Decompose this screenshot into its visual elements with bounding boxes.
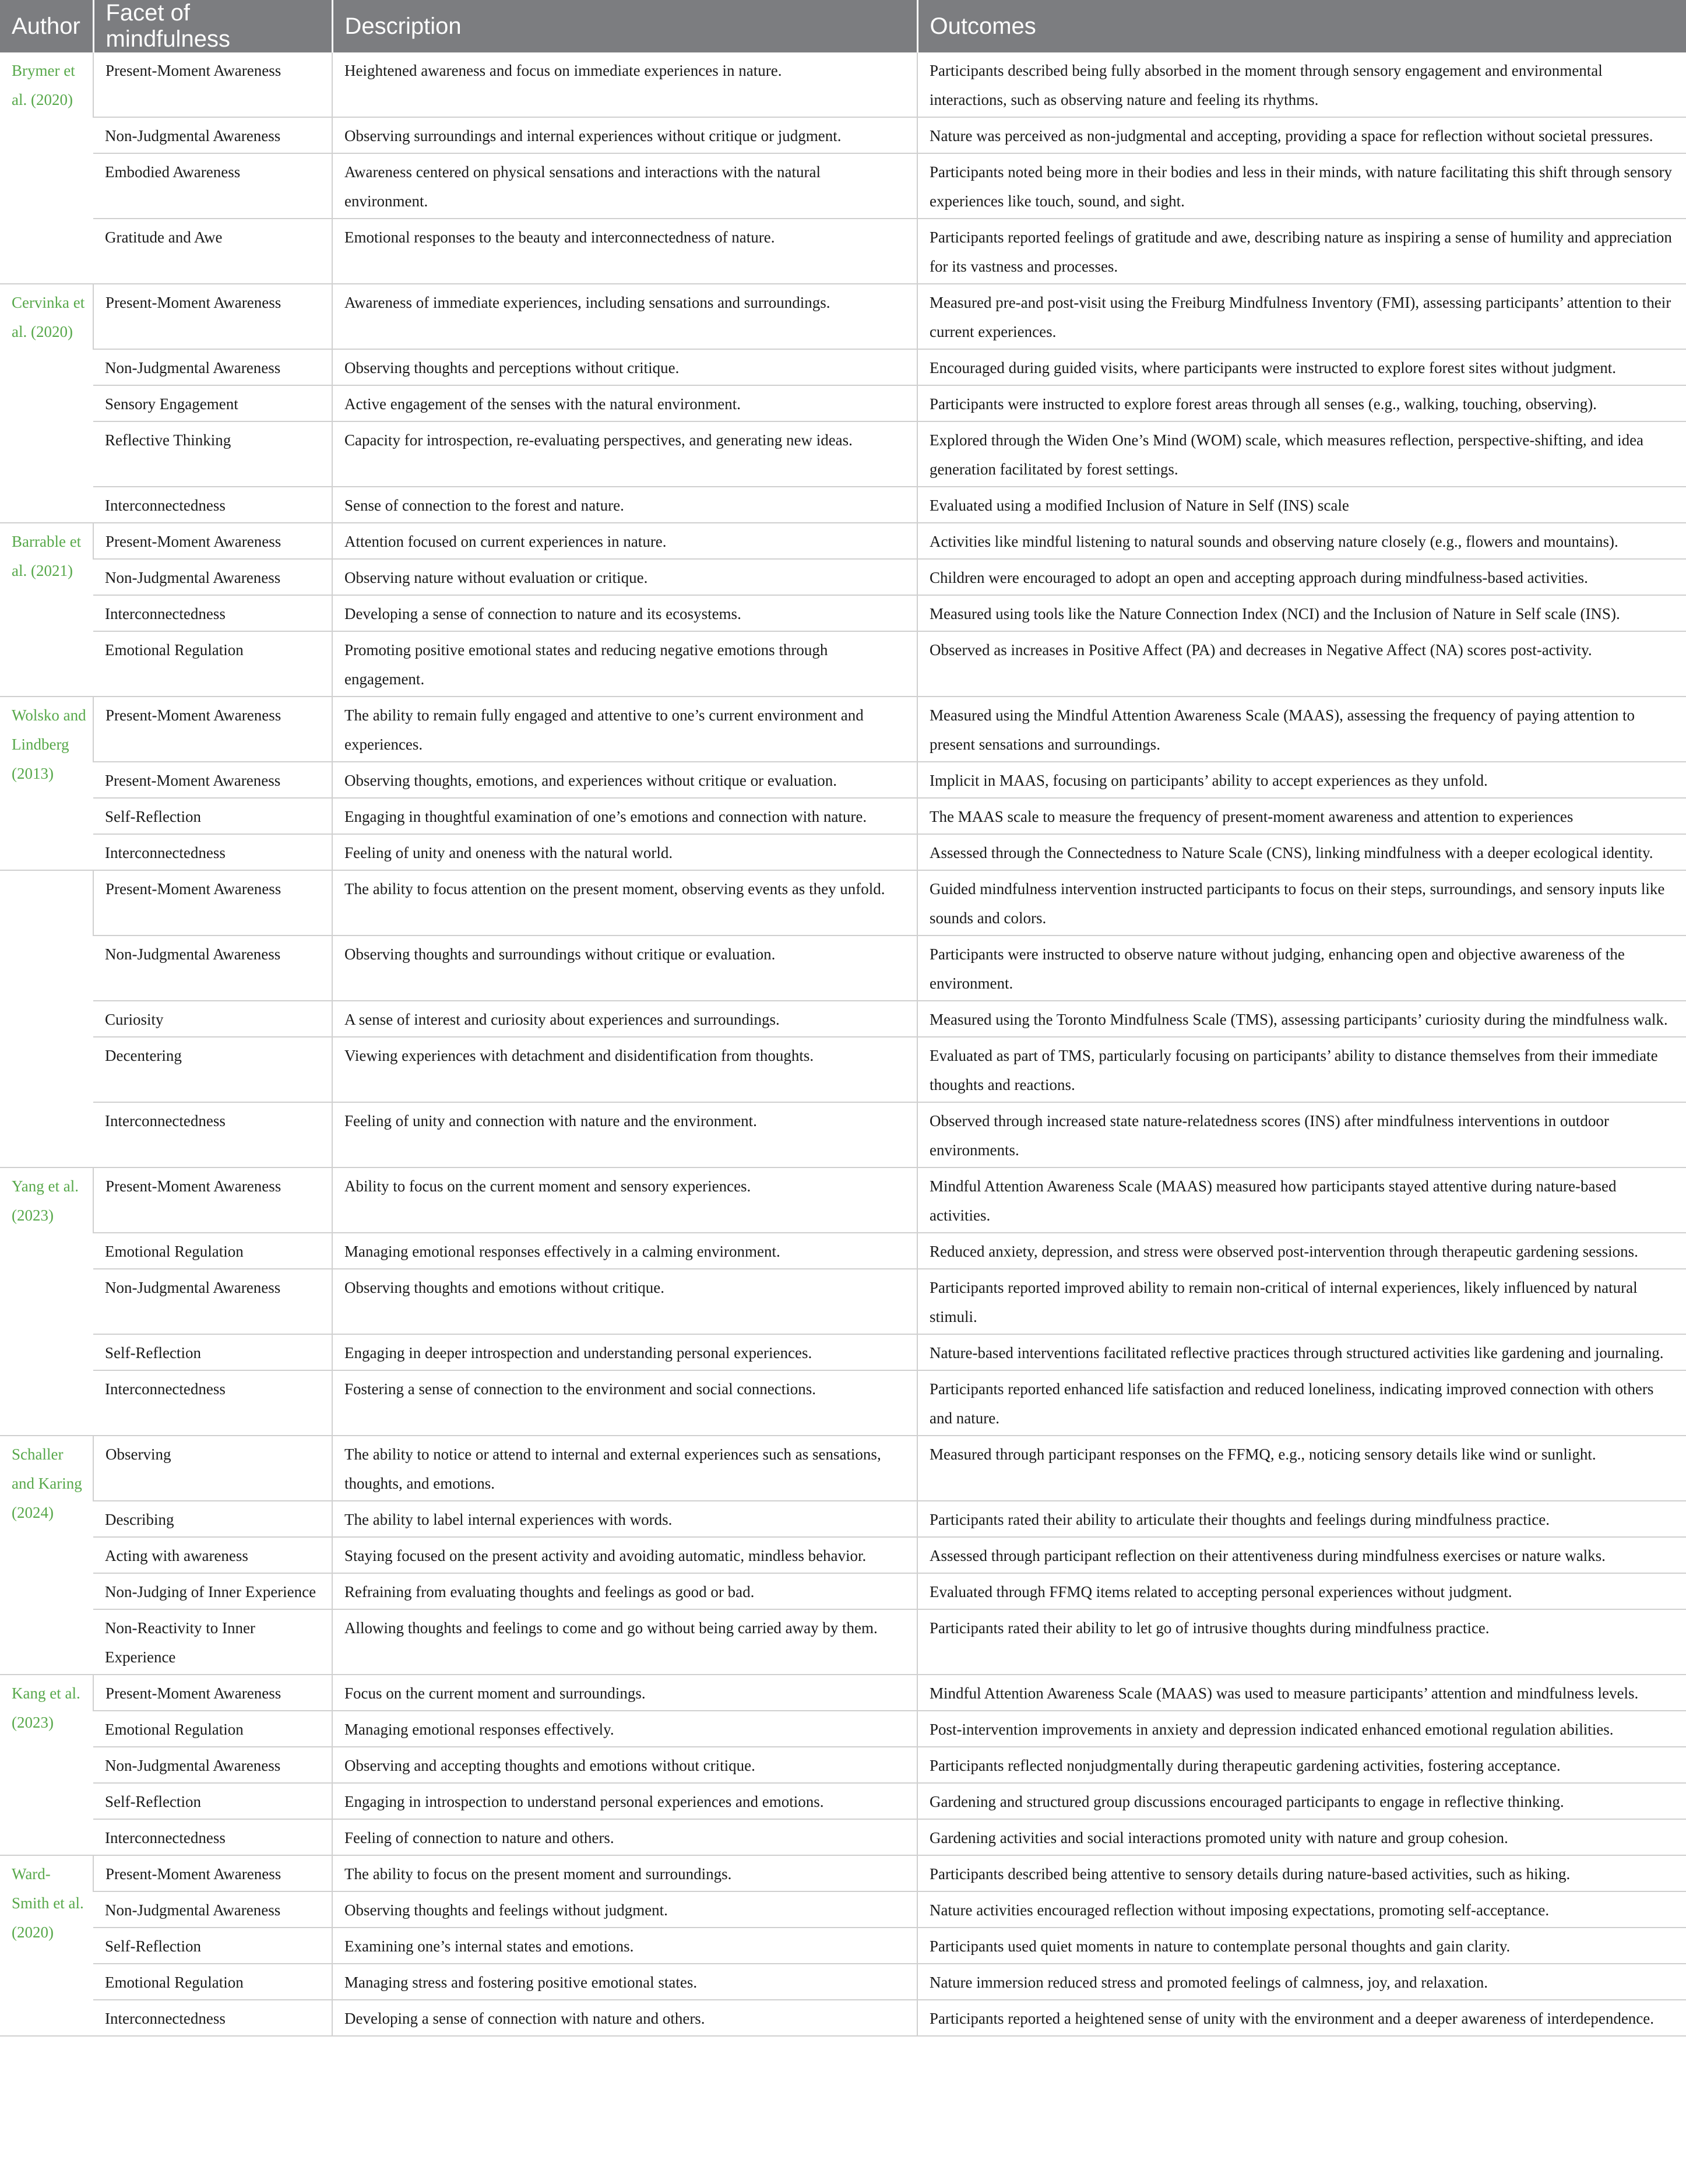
facet-cell: Non-Judgmental Awareness [93,1891,332,1928]
outcomes-cell: Participants reported enhanced life satisfaction and reduced loneliness, indicating improved connection with others and nature. [917,1370,1686,1436]
author-cell [0,870,93,1167]
outcomes-cell: Participants used quiet moments in nature to contemplate personal thoughts and gain clarity. [917,1928,1686,1964]
outcomes-cell: Gardening activities and social interactions promoted unity with nature and group cohesion. [917,1819,1686,1855]
outcomes-cell: Participants noted being more in their bodies and less in their minds, with nature facilitating this shift through sensory experiences like touch, sound, and sight. [917,153,1686,219]
outcomes-cell: Participants rated their ability to let go of intrusive thoughts during mindfulness practice. [917,1609,1686,1675]
description-cell: Managing emotional responses effectively in a calming environment. [332,1233,917,1269]
description-cell: Engaging in introspection to understand personal experiences and emotions. [332,1783,917,1819]
facet-cell: Sensory Engagement [93,385,332,421]
description-cell: Focus on the current moment and surroundings. [332,1675,917,1711]
outcomes-cell: Participants were instructed to explore forest areas through all senses (e.g., walking, touching, observing). [917,385,1686,421]
description-cell: Attention focused on current experiences in nature. [332,523,917,559]
description-cell: Fostering a sense of connection to the environment and social connections. [332,1370,917,1436]
facet-cell: Interconnectedness [93,595,332,631]
description-cell: Feeling of unity and oneness with the natural world. [332,834,917,870]
description-cell: The ability to focus attention on the present moment, observing events as they unfold. [332,870,917,936]
table-row [0,52,1686,117]
description-cell: Staying focused on the present activity and avoiding automatic, mindless behavior. [332,1537,917,1573]
description-cell: Allowing thoughts and feelings to come and go without being carried away by them. [332,1609,917,1675]
table-body [0,52,1686,2036]
author-cell: Wolsko and Lindberg (2013) [0,697,93,870]
facet-cell: Interconnectedness [93,1102,332,1167]
outcomes-cell: Observed as increases in Positive Affect (PA) and decreases in Negative Affect (NA) scores post-activity. [917,631,1686,697]
description-cell: Observing thoughts and feelings without judgment. [332,1891,917,1928]
table-row [0,1711,1686,1747]
outcomes-cell: Assessed through the Connectedness to Nature Scale (CNS), linking mindfulness with a deeper ecological identity. [917,834,1686,870]
facet-cell: Acting with awareness [93,1537,332,1573]
outcomes-cell: Implicit in MAAS, focusing on participants’ ability to accept experiences as they unfold. [917,762,1686,798]
table-row [0,2000,1686,2036]
outcomes-cell: Mindful Attention Awareness Scale (MAAS) was used to measure participants’ attention and mindfulness levels. [917,1675,1686,1711]
table-row [0,1964,1686,2000]
outcomes-cell: Participants rated their ability to articulate their thoughts and feelings during mindfulness practice. [917,1501,1686,1537]
table-row [0,595,1686,631]
header-facet: Facet of mindfulness [93,0,332,52]
description-cell: Feeling of connection to nature and others. [332,1819,917,1855]
table-row [0,153,1686,219]
description-cell: Promoting positive emotional states and reducing negative emotions through engagement. [332,631,917,697]
outcomes-cell: Measured using the Toronto Mindfulness Scale (TMS), assessing participants’ curiosity during the mindfulness walk. [917,1001,1686,1037]
outcomes-cell: Participants described being attentive to sensory details during nature-based activities, such as hiking. [917,1855,1686,1891]
facet-cell: Self-Reflection [93,798,332,834]
outcomes-cell: Mindful Attention Awareness Scale (MAAS) measured how participants stayed attentive during nature-based activities. [917,1167,1686,1233]
table-row [0,631,1686,697]
description-cell: Engaging in thoughtful examination of one’s emotions and connection with nature. [332,798,917,834]
header-author: Author [0,0,93,52]
outcomes-cell: Measured through participant responses on the FFMQ, e.g., noticing sensory details like wind or sunlight. [917,1436,1686,1501]
facet-cell: Reflective Thinking [93,421,332,487]
facet-cell: Non-Judgmental Awareness [93,936,332,1001]
outcomes-cell: Guided mindfulness intervention instructed participants to focus on their steps, surroundings, and sensory inputs like sounds and colors. [917,870,1686,936]
table-row [0,697,1686,762]
table-row [0,385,1686,421]
table-row [0,1675,1686,1711]
facet-cell: Present-Moment Awareness [93,762,332,798]
description-cell: Examining one’s internal states and emotions. [332,1928,917,1964]
facet-cell: Embodied Awareness [93,153,332,219]
facet-cell: Present-Moment Awareness [93,284,332,349]
facet-cell: Non-Reactivity to Inner Experience [93,1609,332,1675]
description-cell: Refraining from evaluating thoughts and feelings as good or bad. [332,1573,917,1609]
table-row [0,1102,1686,1167]
outcomes-cell: Participants were instructed to observe nature without judging, enhancing open and objective awareness of the environment. [917,936,1686,1001]
author-cell: Schaller and Karing (2024) [0,1436,93,1675]
description-cell: Developing a sense of connection with nature and others. [332,2000,917,2036]
table-row [0,1233,1686,1269]
header-row [0,0,1686,52]
facet-cell: Curiosity [93,1001,332,1037]
description-cell: Observing thoughts and surroundings without critique or evaluation. [332,936,917,1001]
author-cell: Barrable et al. (2021) [0,523,93,697]
table-row [0,762,1686,798]
facet-cell: Emotional Regulation [93,631,332,697]
header-outcomes: Outcomes [917,0,1686,52]
description-cell: Developing a sense of connection to nature and its ecosystems. [332,595,917,631]
description-cell: Awareness of immediate experiences, including sensations and surroundings. [332,284,917,349]
outcomes-cell: Reduced anxiety, depression, and stress were observed post-intervention through therapeutic gardening sessions. [917,1233,1686,1269]
facet-cell: Non-Judging of Inner Experience [93,1573,332,1609]
description-cell: Feeling of unity and connection with nature and the environment. [332,1102,917,1167]
facet-cell: Present-Moment Awareness [93,523,332,559]
facet-cell: Present-Moment Awareness [93,1167,332,1233]
facet-cell: Self-Reflection [93,1928,332,1964]
author-cell: Cervinka et al. (2020) [0,284,93,523]
facet-cell: Interconnectedness [93,1819,332,1855]
author-cell: Yang et al. (2023) [0,1167,93,1436]
table-row [0,798,1686,834]
outcomes-cell: Evaluated as part of TMS, particularly focusing on participants’ ability to distance themselves from their immediate thoughts and reactions. [917,1037,1686,1102]
table-row [0,870,1686,936]
description-cell: Observing surroundings and internal experiences without critique or judgment. [332,117,917,153]
table-row [0,284,1686,349]
table-row [0,1436,1686,1501]
outcomes-cell: Measured pre-and post-visit using the Freiburg Mindfulness Inventory (FMI), assessing participants’ attention to their current experiences. [917,284,1686,349]
outcomes-cell: Assessed through participant reflection on their attentiveness during mindfulness exercises or nature walks. [917,1537,1686,1573]
table-row [0,1001,1686,1037]
facet-cell: Decentering [93,1037,332,1102]
table-row [0,421,1686,487]
table-row [0,1501,1686,1537]
description-cell: Sense of connection to the forest and nature. [332,487,917,523]
author-cell: Brymer et al. (2020) [0,52,93,284]
outcomes-cell: Participants reported a heightened sense of unity with the environment and a deeper awareness of interdependence. [917,2000,1686,2036]
facet-cell: Present-Moment Awareness [93,1855,332,1891]
table-row [0,1783,1686,1819]
description-cell: The ability to focus on the present moment and surroundings. [332,1855,917,1891]
table-row [0,1573,1686,1609]
description-cell: Observing thoughts and perceptions without critique. [332,349,917,385]
table-row [0,1537,1686,1573]
table-row [0,1370,1686,1436]
facet-cell: Emotional Regulation [93,1233,332,1269]
table-row [0,1167,1686,1233]
description-cell: Awareness centered on physical sensations and interactions with the natural environment. [332,153,917,219]
table-row [0,349,1686,385]
facet-cell: Non-Judgmental Awareness [93,1747,332,1783]
author-cell: Ward-Smith et al. (2020) [0,1855,93,2036]
outcomes-cell: Nature immersion reduced stress and promoted feelings of calmness, joy, and relaxation. [917,1964,1686,2000]
outcomes-cell: Nature-based interventions facilitated reflective practices through structured activities like gardening and journaling. [917,1334,1686,1370]
outcomes-cell: Evaluated using a modified Inclusion of Nature in Self (INS) scale [917,487,1686,523]
outcomes-cell: Gardening and structured group discussions encouraged participants to engage in reflective thinking. [917,1783,1686,1819]
facet-cell: Non-Judgmental Awareness [93,1269,332,1334]
table-row [0,1609,1686,1675]
table-header [0,0,1686,52]
facet-cell: Present-Moment Awareness [93,697,332,762]
table-row [0,219,1686,284]
table-row [0,117,1686,153]
outcomes-cell: Participants reflected nonjudgmentally during therapeutic gardening activities, fostering acceptance. [917,1747,1686,1783]
description-cell: Observing nature without evaluation or critique. [332,559,917,595]
outcomes-cell: Post-intervention improvements in anxiety and depression indicated enhanced emotional regulation abilities. [917,1711,1686,1747]
table-row [0,1334,1686,1370]
facet-cell: Non-Judgmental Awareness [93,349,332,385]
description-cell: Heightened awareness and focus on immediate experiences in nature. [332,52,917,117]
table-row [0,1855,1686,1891]
description-cell: A sense of interest and curiosity about experiences and surroundings. [332,1001,917,1037]
table-row [0,1747,1686,1783]
facet-cell: Interconnectedness [93,834,332,870]
outcomes-cell: Measured using the Mindful Attention Awareness Scale (MAAS), assessing the frequency of paying attention to present sensations and surroundings. [917,697,1686,762]
outcomes-cell: Participants reported feelings of gratitude and awe, describing nature as inspiring a sense of humility and appreciation for its vastness and processes. [917,219,1686,284]
description-cell: Managing emotional responses effectively. [332,1711,917,1747]
description-cell: The ability to notice or attend to internal and external experiences such as sensations, thoughts, and emotions. [332,1436,917,1501]
table-row [0,1819,1686,1855]
description-cell: Active engagement of the senses with the natural environment. [332,385,917,421]
outcomes-cell: Evaluated through FFMQ items related to accepting personal experiences without judgment. [917,1573,1686,1609]
facet-cell: Non-Judgmental Awareness [93,559,332,595]
description-cell: Managing stress and fostering positive emotional states. [332,1964,917,2000]
facet-cell: Interconnectedness [93,1370,332,1436]
outcomes-cell: Participants described being fully absorbed in the moment through sensory engagement and environmental interactions, such as observing nature and feeling its rhythms. [917,52,1686,117]
table-row [0,1269,1686,1334]
description-cell: Engaging in deeper introspection and understanding personal experiences. [332,1334,917,1370]
facet-cell: Present-Moment Awareness [93,870,332,936]
facet-cell: Emotional Regulation [93,1711,332,1747]
table-row [0,1891,1686,1928]
facet-cell: Self-Reflection [93,1334,332,1370]
outcomes-cell: Nature activities encouraged reflection without imposing expectations, promoting self-acceptance. [917,1891,1686,1928]
facet-cell: Non-Judgmental Awareness [93,117,332,153]
description-cell: Emotional responses to the beauty and interconnectedness of nature. [332,219,917,284]
header-description: Description [332,0,917,52]
facet-cell: Interconnectedness [93,487,332,523]
outcomes-cell: The MAAS scale to measure the frequency of present-moment awareness and attention to experiences [917,798,1686,834]
facet-cell: Present-Moment Awareness [93,52,332,117]
description-cell: Ability to focus on the current moment and sensory experiences. [332,1167,917,1233]
outcomes-cell: Activities like mindful listening to natural sounds and observing nature closely (e.g., flowers and mountains). [917,523,1686,559]
description-cell: Viewing experiences with detachment and disidentification from thoughts. [332,1037,917,1102]
description-cell: Observing thoughts and emotions without critique. [332,1269,917,1334]
table-row [0,936,1686,1001]
description-cell: The ability to remain fully engaged and attentive to one’s current environment and experiences. [332,697,917,762]
facet-cell: Observing [93,1436,332,1501]
facet-cell: Gratitude and Awe [93,219,332,284]
description-cell: The ability to label internal experiences with words. [332,1501,917,1537]
outcomes-cell: Children were encouraged to adopt an open and accepting approach during mindfulness-based activities. [917,559,1686,595]
description-cell: Observing thoughts, emotions, and experiences without critique or evaluation. [332,762,917,798]
facet-cell: Describing [93,1501,332,1537]
outcomes-cell: Nature was perceived as non-judgmental and accepting, providing a space for reflection without societal pressures. [917,117,1686,153]
table-row [0,1037,1686,1102]
outcomes-cell: Observed through increased state nature-relatedness scores (INS) after mindfulness interventions in outdoor environments. [917,1102,1686,1167]
facet-cell: Self-Reflection [93,1783,332,1819]
outcomes-cell: Explored through the Widen One’s Mind (WOM) scale, which measures reflection, perspective-shifting, and idea generation facilitated by forest settings. [917,421,1686,487]
outcomes-cell: Measured using tools like the Nature Connection Index (NCI) and the Inclusion of Nature in Self scale (INS). [917,595,1686,631]
table-row [0,523,1686,559]
facet-cell: Present-Moment Awareness [93,1675,332,1711]
table-row [0,1928,1686,1964]
description-cell: Observing and accepting thoughts and emotions without critique. [332,1747,917,1783]
facet-cell: Emotional Regulation [93,1964,332,2000]
author-cell: Kang et al. (2023) [0,1675,93,1855]
table-row [0,487,1686,523]
table-row [0,834,1686,870]
outcomes-cell: Participants reported improved ability to remain non-critical of internal experiences, likely influenced by natural stimuli. [917,1269,1686,1334]
facet-cell: Interconnectedness [93,2000,332,2036]
description-cell: Capacity for introspection, re-evaluating perspectives, and generating new ideas. [332,421,917,487]
outcomes-cell: Encouraged during guided visits, where participants were instructed to explore forest sites without judgment. [917,349,1686,385]
table-row [0,559,1686,595]
